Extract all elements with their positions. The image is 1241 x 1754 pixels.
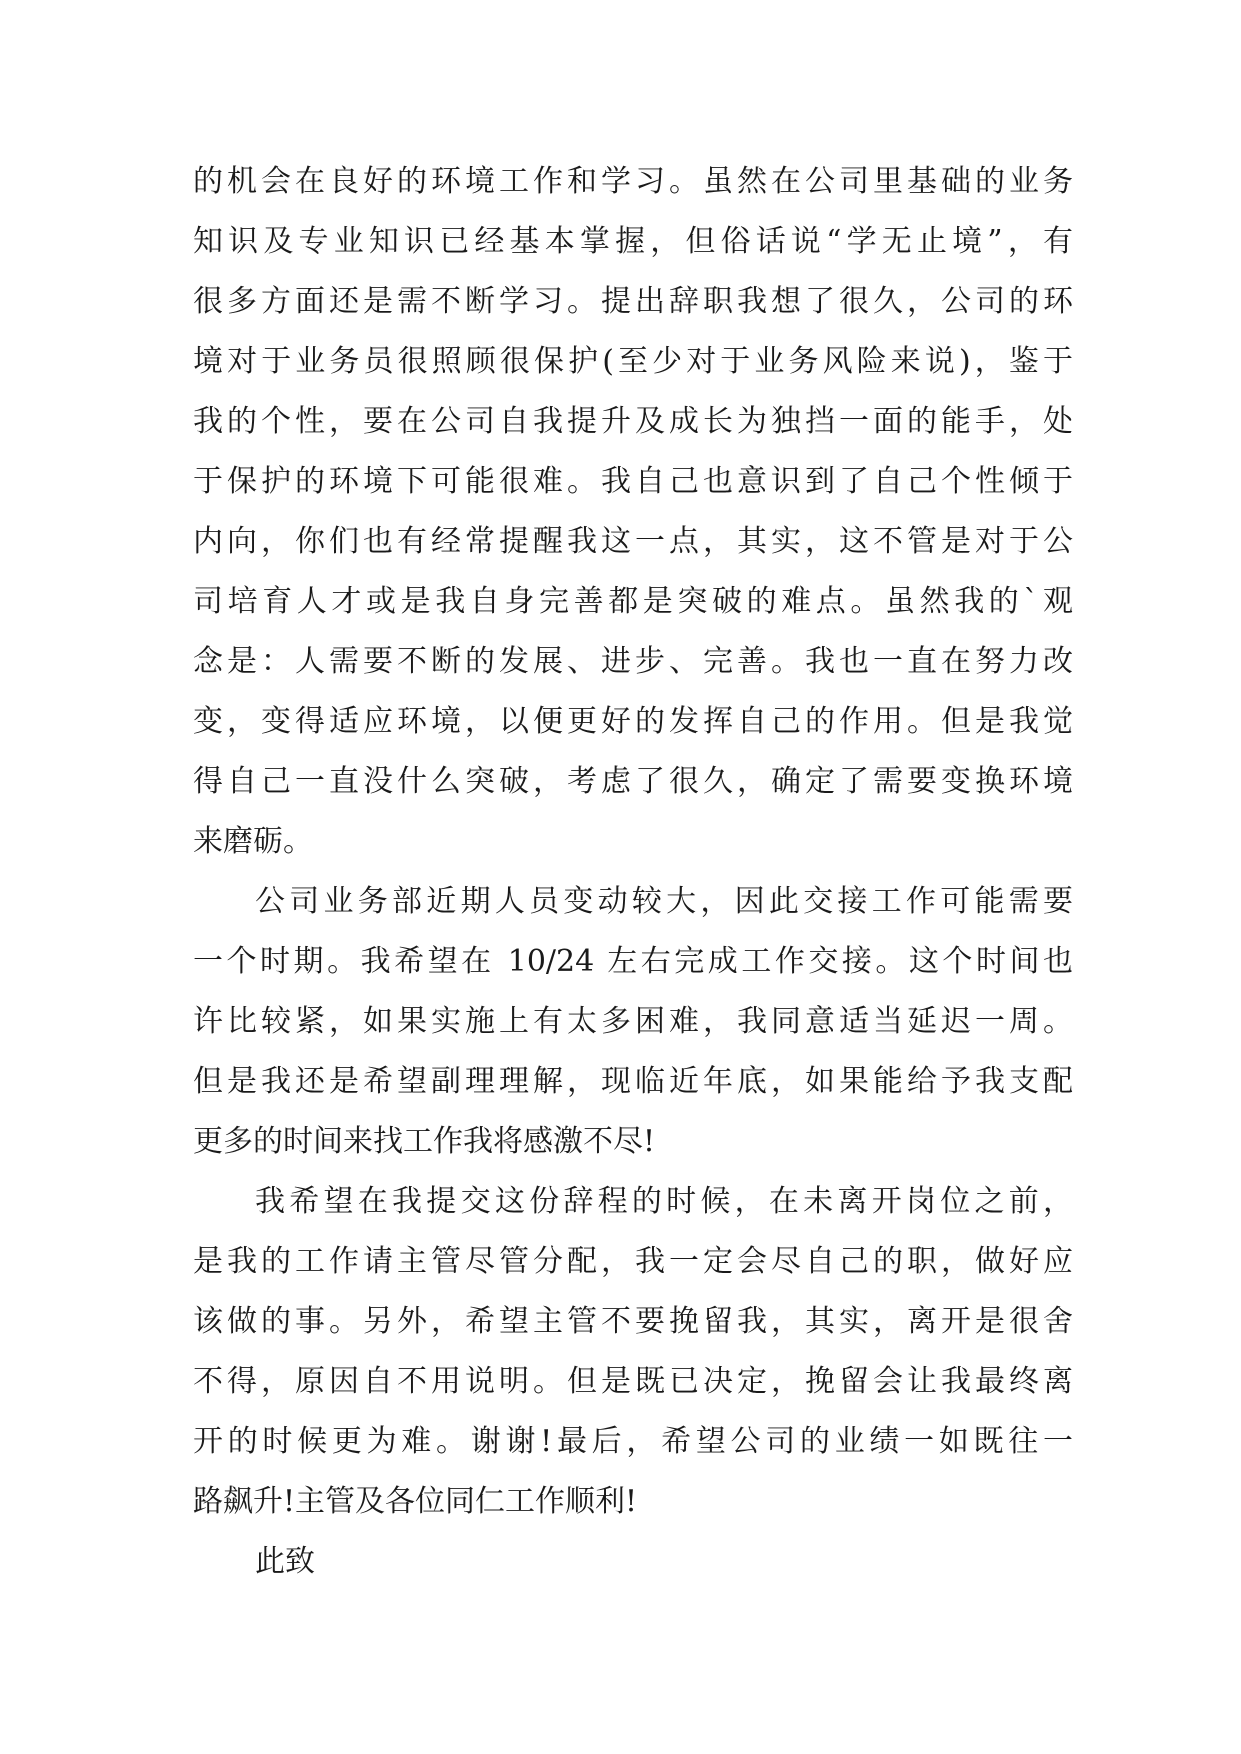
text-line: 知识及专业知识已经基本掌握，但俗话说“学无止境”，有 [193, 224, 1073, 259]
text-line: 更多的时间来找工作我将感激不尽! [193, 1124, 656, 1159]
text-line: 我希望在我提交这份辞程的时候，在未离开岗位之前， [255, 1184, 1073, 1219]
text-line: 我的个性，要在公司自我提升及成长为独挡一面的能手，处 [193, 404, 1073, 439]
paragraph [193, 152, 1073, 872]
text-line: 司培育人才或是我自身完善都是突破的难点。虽然我的`观 [193, 584, 1073, 619]
text-line: 是我的工作请主管尽管分配，我一定会尽自己的职，做好应 [193, 1244, 1073, 1279]
text-line: 变，变得适应环境，以便更好的发挥自己的作用。但是我觉 [193, 704, 1073, 739]
paragraph [193, 872, 1073, 1172]
text-line: 不得，原因自不用说明。但是既已决定，挽留会让我最终离 [193, 1364, 1073, 1399]
text-line: 此致 [255, 1544, 315, 1579]
text-line: 得自己一直没什么突破，考虑了很久，确定了需要变换环境 [193, 764, 1073, 799]
text-line: 很多方面还是需不断学习。提出辞职我想了很久，公司的环 [193, 284, 1073, 319]
text-line: 公司业务部近期人员变动较大，因此交接工作可能需要 [255, 884, 1073, 919]
text-line: 该做的事。另外，希望主管不要挽留我，其实，离开是很舍 [193, 1304, 1073, 1339]
text-line: 一个时期。我希望在 10/24 左右完成工作交接。这个时间也 [193, 944, 1073, 979]
text-line: 开的时候更为难。谢谢!最后，希望公司的业绩一如既往一 [193, 1424, 1073, 1459]
text-line: 于保护的环境下可能很难。我自己也意识到了自己个性倾于 [193, 464, 1073, 499]
text-line: 的机会在良好的环境工作和学习。虽然在公司里基础的业务 [193, 164, 1073, 199]
paragraph [193, 1172, 1073, 1532]
text-line: 路飙升!主管及各位同仁工作顺利! [193, 1484, 638, 1519]
text-line: 内向，你们也有经常提醒我这一点，其实，这不管是对于公 [193, 524, 1073, 559]
closing-salutation [193, 1532, 1073, 1592]
text-line: 来磨砺。 [193, 824, 313, 859]
text-line: 许比较紧，如果实施上有太多困难，我同意适当延迟一周。 [193, 1004, 1073, 1039]
text-line: 但是我还是希望副理理解，现临近年底，如果能给予我支配 [193, 1064, 1073, 1099]
text-line: 境对于业务员很照顾很保护(至少对于业务风险来说)，鉴于 [193, 344, 1073, 379]
text-line: 念是：人需要不断的发展、进步、完善。我也一直在努力改 [193, 644, 1073, 679]
letter-body [193, 152, 1073, 1592]
